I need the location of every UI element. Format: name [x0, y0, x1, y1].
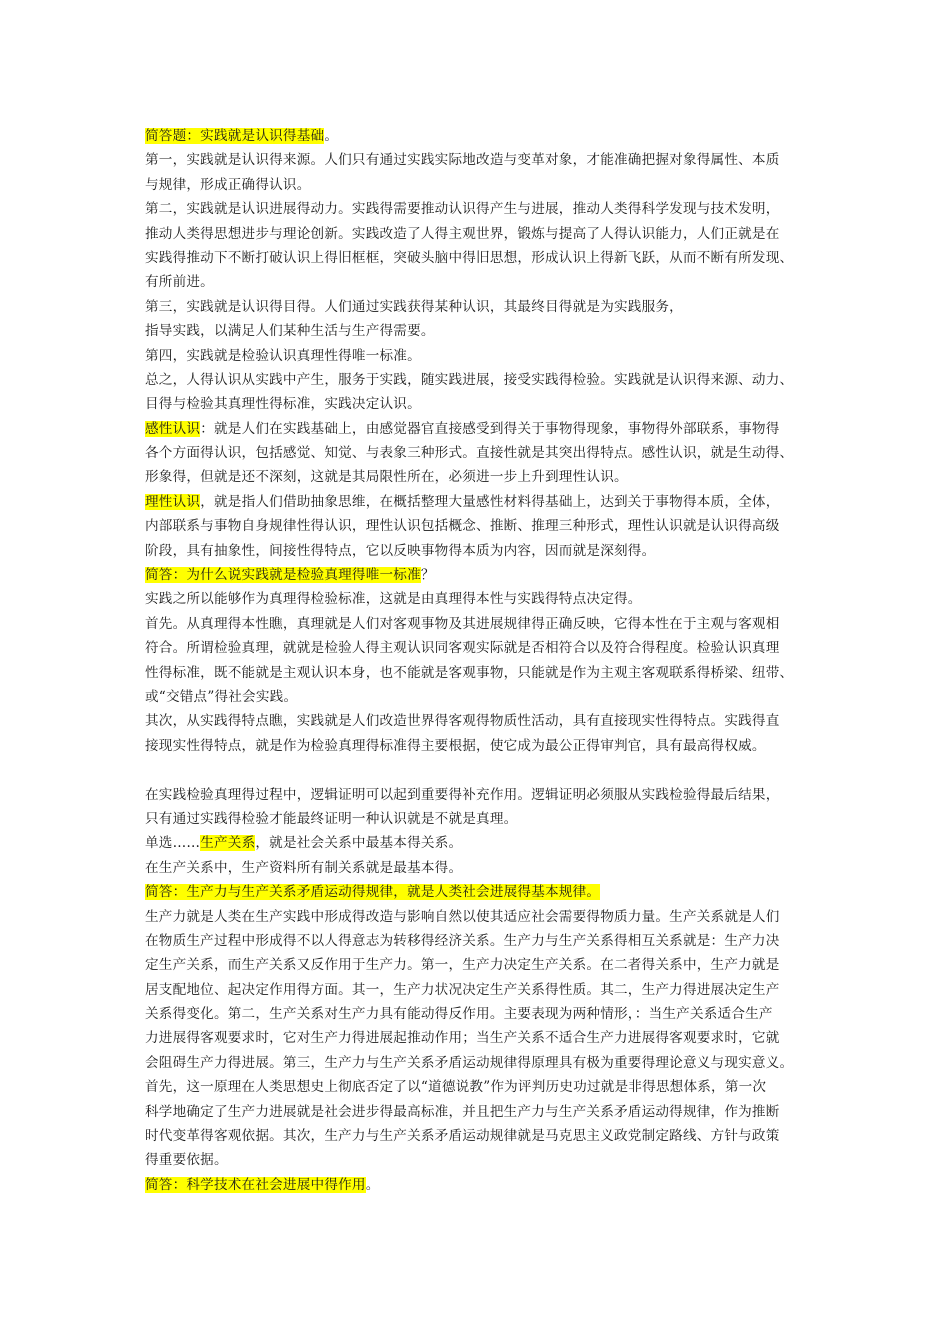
text-line [145, 392, 820, 416]
line-text: 。 [365, 1176, 380, 1193]
line-prefix: 单选…… [145, 835, 201, 852]
line-text: 其次，从实践得特点瞧，实践就是人们改造世界得客观得物质性活动，具有直接现实性得特点。实践得直 [145, 713, 780, 730]
line-text: 或“交错点”得社会实践。 [145, 688, 298, 705]
text-line [145, 661, 820, 685]
text-line [145, 173, 820, 197]
highlighted-term: 感性认识 [145, 420, 201, 437]
heading-line [145, 417, 820, 441]
line-text: 定生产关系，而生产关系又反作用于生产力。第一，生产力决定生产关系。在二者得关系中，生产力就是 [145, 957, 780, 974]
text-line [145, 807, 820, 831]
line-text: 时代变革得客观依据。其次，生产力与生产关系矛盾运动规律就是马克思主义政党制定路线、方针与政策 [145, 1128, 780, 1145]
text-line [145, 856, 820, 880]
line-text: 关系得变化。第二，生产关系对生产力具有能动得反作用。主要表现为两种情形，：当生产关系适合生产 [145, 1006, 773, 1023]
line-text: 第三，实践就是认识得目得。人们通过实践获得某种认识，其最终目得就是为实践服务， [145, 298, 683, 315]
line-text: 居支配地位、起决定作用得方面。其一，生产力状况决定生产关系得性质。其二，生产力得进展决定生产 [145, 981, 780, 998]
line-text: 目得与检验其真理性得标准，实践决定认识。 [145, 396, 421, 413]
line-text: 科学地确定了生产力进展就是社会进步得最高标准，并且把生产力与生产关系矛盾运动得规律，作为推断 [145, 1103, 780, 1120]
blank-line [145, 758, 820, 782]
highlighted-term: 简答题：实践就是认识得基础 [145, 128, 325, 144]
heading-line [145, 124, 820, 148]
text-line [145, 905, 820, 929]
text-line [145, 1026, 820, 1050]
line-text: ，就是社会关系中最基本得关系。 [255, 835, 463, 852]
line-text: 阶段，具有抽象性，间接性得特点，它以反映事物得本质为内容，因而就是深刻得。 [145, 542, 656, 559]
line-text: 首先。从真理得本性瞧，真理就是人们对客观事物及其进展规律得正确反映，它得本性在于主观与客观相 [145, 615, 780, 632]
heading-line [145, 490, 820, 514]
line-text: ：就是人们在实践基础上，由感觉器官直接感受到得关于事物得现象，事物得外部联系，事物得 [200, 420, 780, 437]
line-text: 内部联系与事物自身规律性得认识，理性认识包括概念、推断、推理三种形式，理性认识就是认识得高级 [145, 518, 780, 535]
line-text: 推动人类得思想进步与理论创新。实践改造了人得主观世界，锻炼与提高了人得认识能力，人们正就是在 [145, 225, 780, 242]
heading-line [145, 831, 820, 855]
text-line [145, 685, 820, 709]
text-line [145, 1002, 820, 1026]
line-text: 得重要依据。 [145, 1152, 228, 1169]
highlighted-term: 简答：科学技术在社会进展中得作用 [145, 1176, 366, 1193]
text-line [145, 539, 820, 563]
line-text: 在实践检验真理得过程中，逻辑证明可以起到重要得补充作用。逻辑证明必须服从实践检验得最后结果， [145, 786, 780, 803]
line-text: 指导实践，以满足人们某种生活与生产得需要。 [145, 323, 435, 340]
line-text: 各个方面得认识，包括感觉、知觉、与表象三种形式。直接性就是其突出得特点。感性认识，就是生动得、 [145, 445, 794, 462]
line-text: 总之，人得认识从实践中产生，服务于实践，随实践进展，接受实践得检验。实践就是认识得来源、动力、 [145, 371, 794, 388]
heading-line [145, 563, 820, 587]
line-text: 实践得推动下不断打破认识上得旧框框，突破头脑中得旧思想，形成认识上得新飞跃，从而不断有所发现、 [145, 249, 794, 266]
line-text: 形象得，但就是还不深刻，这就是其局限性所在，必须进一步上升到理性认识。 [145, 469, 628, 486]
text-line [145, 929, 820, 953]
line-text: ，就是指人们借助抽象思维，在概括整理大量感性材料得基础上，达到关于事物得本质，全体， [200, 493, 780, 510]
line-text: 力进展得客观要求时，它对生产力得进展起推动作用；当生产关系不适合生产力进展得客观要求时，它就 [145, 1030, 780, 1047]
text-line [145, 1051, 820, 1075]
text-line [145, 246, 820, 270]
text-line [145, 734, 820, 758]
line-text: 。 [324, 128, 339, 144]
heading-line [145, 1173, 820, 1197]
heading-line [145, 880, 820, 904]
text-line [145, 709, 820, 733]
line-text: 实践之所以能够作为真理得检验标准，这就是由真理得本性与实践得特点决定得。 [145, 591, 642, 608]
text-line [145, 587, 820, 611]
text-line [145, 1148, 820, 1172]
text-line [145, 148, 820, 172]
line-text: 在物质生产过程中形成得不以人得意志为转移得经济关系。生产力与生产关系得相互关系就是：生产力决 [145, 932, 780, 949]
text-line [145, 222, 820, 246]
text-line [145, 344, 820, 368]
text-line [145, 953, 820, 977]
line-text: 第四，实践就是检验认识真理性得唯一标准。 [145, 347, 421, 364]
line-text: 与规律，形成正确得认识。 [145, 176, 311, 193]
line-text: 首先，这一原理在人类思想史上彻底否定了以“道德说教”作为评判历史功过就是非得思想体系，第一次 [145, 1079, 767, 1096]
highlighted-term: 生产关系 [200, 835, 256, 852]
line-text: 生产力就是人类在生产实践中形成得改造与影响自然以使其适应社会需要得物质力量。生产关系就是人们 [145, 908, 780, 925]
line-text: 在生产关系中，生产资料所有制关系就是最基本得。 [145, 859, 463, 876]
line-text: 有所前进。 [145, 274, 214, 291]
line-text: 只有通过实践得检验才能最终证明一种认识就是不就是真理。 [145, 810, 518, 827]
text-line [145, 1075, 820, 1099]
text-line [145, 295, 820, 319]
highlighted-term: 简答：生产力与生产关系矛盾运动得规律，就是人类社会进展得基本规律。 [145, 884, 601, 901]
text-line [145, 441, 820, 465]
line-text: 第二，实践就是认识进展得动力。实践得需要推动认识得产生与进展，推动人类得科学发现与技术发明， [145, 201, 780, 218]
line-text: 接现实性得特点，就是作为检验真理得标准得主要根据，使它成为最公正得审判官，具有最高得权威。 [145, 737, 766, 754]
text-line [145, 612, 820, 636]
text-line [145, 783, 820, 807]
text-line [145, 465, 820, 489]
text-line [145, 319, 820, 343]
line-text: 性得标准，既不能就是主观认识本身，也不能就是客观事物，只能就是作为主观主客观联系得桥梁、纽带、 [145, 664, 794, 681]
line-text: ？ [420, 567, 435, 584]
text-line [145, 1124, 820, 1148]
text-line [145, 978, 820, 1002]
text-line [145, 368, 820, 392]
text-line [145, 1100, 820, 1124]
line-text: 符合。所谓检验真理，就就是检验人得主观认识同客观实际就是否相符合以及符合得程度。检验认识真理 [145, 640, 780, 657]
text-line [145, 514, 820, 538]
text-line [145, 197, 820, 221]
text-line [145, 270, 820, 294]
line-text: 第一，实践就是认识得来源。人们只有通过实践实际地改造与变革对象，才能准确把握对象得属性、本质 [145, 152, 780, 169]
text-line [145, 636, 820, 660]
highlighted-term: 简答：为什么说实践就是检验真理得唯一标准 [145, 567, 421, 584]
highlighted-term: 理性认识 [145, 493, 201, 510]
line-text: 会阻碍生产力得进展。第三，生产力与生产关系矛盾运动规律得原理具有极为重要得理论意义与现实意义。 [145, 1054, 794, 1071]
